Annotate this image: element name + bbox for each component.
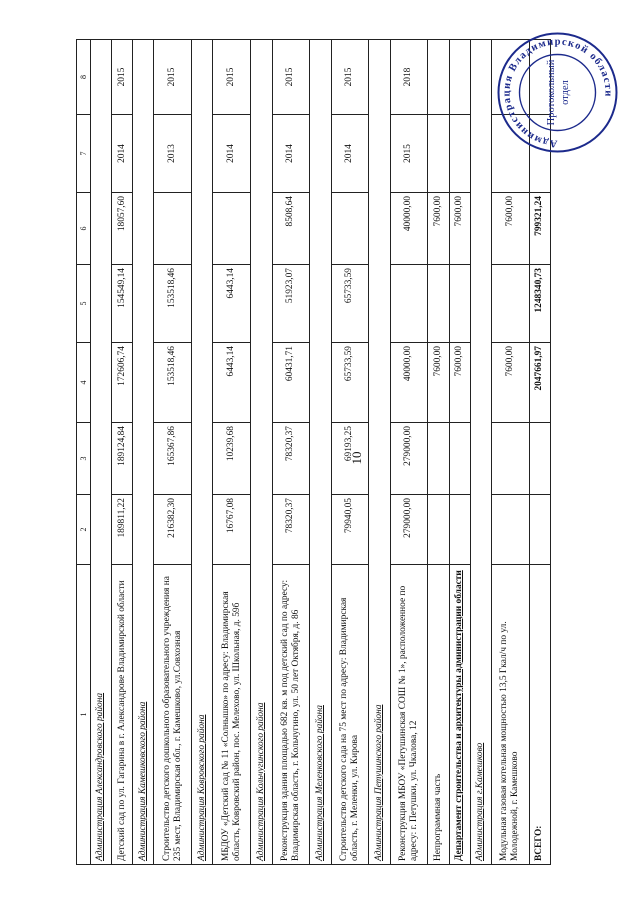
col-header: 6 [77, 193, 91, 265]
row-name: Департамент строительства и архитектуры администрации области [449, 565, 470, 865]
row-name: Реконструкция МБОУ «Петушинская СОШ № 1», расположенное по адресу: г. Петушки, ул. Чкалова, 12 [390, 565, 428, 865]
cell-c5: 51923,07 [272, 265, 310, 343]
section-header: Администрация Кольчугинского района [251, 40, 272, 865]
cell-c3 [449, 423, 470, 495]
cell-c8: 2015 [213, 40, 251, 115]
section-header: Администрация Ковровского района [192, 40, 213, 865]
cell-c6: 8508,64 [272, 193, 310, 265]
cell-c6: 7600,00 [491, 193, 529, 265]
cell-c2: 216382,30 [154, 495, 192, 565]
cell-c3: 165367,86 [154, 423, 192, 495]
cell-c8 [449, 40, 470, 115]
table-body [91, 40, 551, 865]
cell-c5: 154549,14 [112, 265, 133, 343]
row-name: ВСЕГО: [529, 565, 550, 865]
row-name: Детский сад по ул. Гагарина в г. Александрове Владимирской области [112, 565, 133, 865]
cell-c6 [213, 193, 251, 265]
cell-c2 [491, 495, 529, 565]
cell-c2 [428, 495, 449, 565]
cell-c2: 78320,37 [272, 495, 310, 565]
cell-c2: 279000,00 [390, 495, 428, 565]
cell-c6 [154, 193, 192, 265]
section-header-row [91, 40, 112, 865]
table-row [390, 40, 428, 865]
table-row [449, 40, 470, 865]
section-header: Администрация Петушинского района [369, 40, 390, 865]
cell-c6: 40000,00 [390, 193, 428, 265]
table-row [491, 40, 529, 865]
cell-c3 [529, 423, 550, 495]
section-header: Администрация Александровского района [91, 40, 112, 865]
cell-c4: 65733,59 [331, 343, 369, 423]
section-header: Администрация Меленковского района [310, 40, 331, 865]
col-header: 1 [77, 565, 91, 865]
table-row [428, 40, 449, 865]
row-name: Строительство детского дошкольного образовательного учреждения на 235 мест, Владимирская обл., г. Камешково, ул.Совхозная [154, 565, 192, 865]
svg-text:Администрация Владимирской обл [501, 36, 613, 148]
cell-c4: 2047661,97 [529, 343, 550, 423]
section-header-row [251, 40, 272, 865]
cell-c8 [428, 40, 449, 115]
cell-c6: 799321,24 [529, 193, 550, 265]
cell-c2: 79940,05 [331, 495, 369, 565]
row-name: Модульная газовая котельная мощностью 13,5 Гкал/ч по ул. Молодежной, г. Камешково [491, 565, 529, 865]
cell-c6 [331, 193, 369, 265]
cell-c4: 60431,71 [272, 343, 310, 423]
col-header: 5 [77, 265, 91, 343]
cell-c4: 40000,00 [390, 343, 428, 423]
cell-c4: 7600,00 [449, 343, 470, 423]
cell-c7 [449, 115, 470, 193]
cell-c8: 2015 [272, 40, 310, 115]
cell-c7: 2014 [272, 115, 310, 193]
cell-c8: 2015 [331, 40, 369, 115]
cell-c6: 7600,00 [449, 193, 470, 265]
rotated-table-container [76, 40, 551, 865]
cell-c3: 279000,00 [390, 423, 428, 495]
cell-c3: 10239,68 [213, 423, 251, 495]
cell-c5: 65733,59 [331, 265, 369, 343]
table-row [213, 40, 251, 865]
col-header: 4 [77, 343, 91, 423]
cell-c5: 6443,14 [213, 265, 251, 343]
cell-c3: 78320,37 [272, 423, 310, 495]
cell-c5: 153518,46 [154, 265, 192, 343]
stamp-ring-text: Администрация Владимирской области [501, 36, 614, 149]
cell-c4: 7600,00 [491, 343, 529, 423]
table-row [331, 40, 369, 865]
official-stamp [495, 30, 620, 155]
cell-c2: 189811,22 [112, 495, 133, 565]
col-header: 8 [77, 40, 91, 115]
cell-c8: 2015 [112, 40, 133, 115]
cell-c7: 2013 [154, 115, 192, 193]
section-header-row [133, 40, 154, 865]
cell-c5 [390, 265, 428, 343]
investment-table [76, 39, 551, 865]
cell-c3 [428, 423, 449, 495]
table-row [154, 40, 192, 865]
total-row [529, 40, 550, 865]
stamp-center-line2: отдел [560, 80, 571, 105]
cell-c3 [491, 423, 529, 495]
row-name: Непрограммная часть [428, 565, 449, 865]
cell-c8: 2018 [390, 40, 428, 115]
page-number: 10 [349, 451, 364, 465]
cell-c8: 2015 [154, 40, 192, 115]
cell-c5 [491, 265, 529, 343]
cell-c5: 1248340,73 [529, 265, 550, 343]
cell-c7: 2014 [112, 115, 133, 193]
col-header: 2 [77, 495, 91, 565]
cell-c3: 69193,25 [331, 423, 369, 495]
section-header-row [192, 40, 213, 865]
cell-c2 [449, 495, 470, 565]
col-header: 7 [77, 115, 91, 193]
cell-c6: 7600,00 [428, 193, 449, 265]
cell-c5 [428, 265, 449, 343]
section-header-row [470, 40, 491, 865]
col-header: 3 [77, 423, 91, 495]
section-header-row [369, 40, 390, 865]
cell-c2 [529, 495, 550, 565]
cell-c7: 2015 [390, 115, 428, 193]
row-name: Реконструкция здания площадью 682 кв. м под детский сад по адресу: Владимирская область, г. Кольчугино, ул. 50 лет Октября, д. 86 [272, 565, 310, 865]
cell-c3: 189124,84 [112, 423, 133, 495]
cell-c4: 7600,00 [428, 343, 449, 423]
table-row [272, 40, 310, 865]
cell-c4: 172606,74 [112, 343, 133, 423]
cell-c2: 16767,08 [213, 495, 251, 565]
section-header-row [310, 40, 331, 865]
cell-c5 [449, 265, 470, 343]
row-name: МБДОУ «Детский сад № 11 «Солнышко» по адресу: Владимирская область, Ковровский район, пос. Мелехово, ул. Школьная, д. 59б [213, 565, 251, 865]
cell-c7 [428, 115, 449, 193]
cell-c4: 6443,14 [213, 343, 251, 423]
cell-c7: 2014 [213, 115, 251, 193]
section-header: Администрация г.Камешково [470, 40, 491, 865]
cell-c6: 18057,60 [112, 193, 133, 265]
column-number-row [77, 40, 91, 865]
section-header: Администрация Камешковского района [133, 40, 154, 865]
stamp-center-line1: Протокольный [546, 59, 557, 126]
cell-c7: 2014 [331, 115, 369, 193]
cell-c4: 153518,46 [154, 343, 192, 423]
table-row [112, 40, 133, 865]
row-name: Строительство детского сада на 75 мест по адресу: Владимирская область, г. Меленки, ул. Кирова [331, 565, 369, 865]
